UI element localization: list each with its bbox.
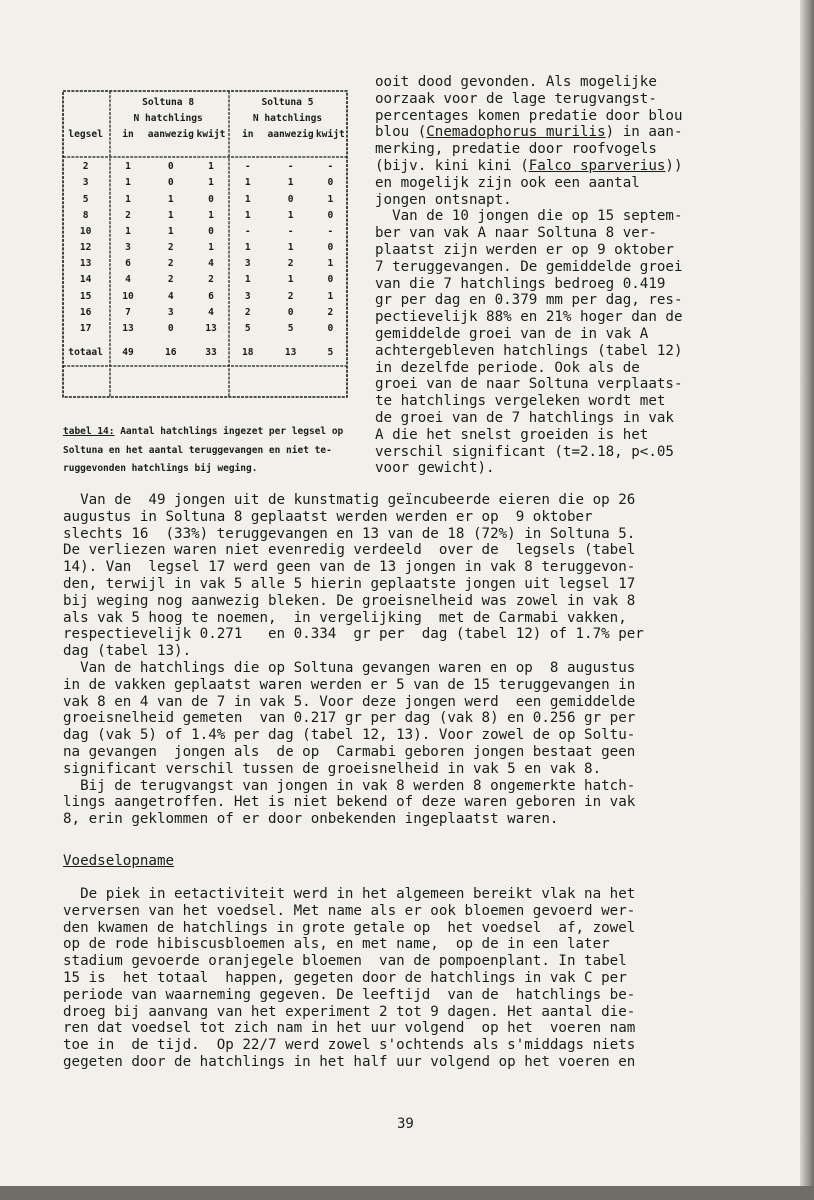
table-cell: 1 <box>125 161 131 173</box>
table-row <box>63 207 347 223</box>
group-a-title: Soltuna 8 <box>142 96 195 108</box>
table-cell: 1 <box>208 177 214 189</box>
table-row <box>63 288 347 304</box>
table-cell: 5 <box>287 323 294 335</box>
table-cell: 4 <box>167 290 174 302</box>
text-line: bij weging nog aanwezig bleken. De groeisnelheid was zowel in vak 8 <box>63 592 636 609</box>
table-cell: 1 <box>244 193 251 205</box>
section-heading: Voedselopname <box>63 853 175 869</box>
text-line: vak 8 en 4 van de 7 in vak 5. Voor deze jongen werd een gemiddelde <box>63 693 636 710</box>
table-row <box>63 256 347 272</box>
table-cell: 2 <box>244 306 251 318</box>
table-cell: - <box>327 161 334 173</box>
text-line: na gevangen jongen als de op Carmabi geboren jongen bestaat geen <box>63 743 636 760</box>
table-cell: 17 <box>79 323 92 335</box>
table-cell: 12 <box>79 242 92 254</box>
table-cell: 1 <box>208 242 214 254</box>
text-line: Van de 49 jongen uit de kunstmatig geïncubeerde eieren die op 26 <box>63 492 636 508</box>
text-line: als vak 5 hoog te noemen, in vergelijking met de Carmabi vakken, <box>63 609 627 626</box>
table-cell: 5 <box>244 323 251 335</box>
table-cell: 1 <box>244 274 251 286</box>
group-b-title: Soltuna 5 <box>261 96 314 108</box>
table-cell: - <box>327 225 334 237</box>
table-cell: 2 <box>167 258 174 270</box>
total-cell: 33 <box>205 347 217 359</box>
page-number: 39 <box>397 1116 414 1132</box>
table-cell: 3 <box>244 258 251 270</box>
table-cell: 2 <box>208 274 214 286</box>
text-line: in dezelfde periode. Ook als de <box>375 359 640 376</box>
caption-label: tabel 14: <box>63 426 115 437</box>
table-cell: 13 <box>205 323 217 335</box>
text-line: (bijv. kini kini (Falco sparverius)) <box>375 157 683 174</box>
table-cell: 1 <box>167 209 174 221</box>
table-cell: 16 <box>79 306 92 318</box>
text-line: merking, predatie door roofvogels <box>375 141 657 158</box>
text-line: en mogelijk zijn ook een aantal <box>375 174 640 191</box>
table-cell: 1 <box>327 193 334 205</box>
table-cell: 0 <box>287 306 294 318</box>
text-line: droeg bij aanvang van het experiment 2 tot 9 dagen. Het aantal die- <box>63 1003 636 1020</box>
text-line: periode van waarneming gegeven. De leeftijd van de hatchlings be- <box>63 986 636 1003</box>
table-cell: 2 <box>287 290 294 302</box>
table-cell: - <box>244 161 251 173</box>
table-cell: 3 <box>125 242 131 254</box>
text-line: blou (Cnemadophorus murilis) in aan- <box>375 124 683 141</box>
table-cell: 1 <box>167 225 174 237</box>
table-cell: 2 <box>82 161 89 173</box>
table-row <box>63 320 347 336</box>
text-line: te hatchlings vergeleken wordt met <box>375 393 666 410</box>
table-cell: 10 <box>79 225 92 237</box>
table-cell: - <box>287 161 294 173</box>
text-line: dag (vak 5) of 1.4% per dag (tabel 12, 13). Voor zowel de op Soltu- <box>63 727 636 744</box>
text-line: plaatst zijn werden er op 9 oktober <box>375 241 674 258</box>
text-line: ooit dood gevonden. Als mogelijke <box>375 74 657 90</box>
table-cell: 3 <box>244 290 251 302</box>
table-cell: 2 <box>327 306 334 318</box>
table-cell: 0 <box>327 274 334 286</box>
page-bottom-edge <box>0 1186 814 1200</box>
text-line: percentages komen predatie door blou <box>375 107 683 124</box>
table-cell: 6 <box>208 290 214 302</box>
text-line: 7 teruggevangen. De gemiddelde groei <box>375 258 683 275</box>
table-caption <box>63 423 353 479</box>
text-line: op de rode hibiscusbloemen als, en met name, op de in een later <box>63 936 610 953</box>
table-cell: 0 <box>327 177 334 189</box>
text-line: 14). Van legsel 17 werd geen van de 13 jongen in vak 8 teruggevon- <box>63 559 636 576</box>
text-line: Van de hatchlings die op Soltuna gevangen waren en op 8 augustus <box>63 659 636 676</box>
text-line: gr per dag en 0.379 mm per dag, res- <box>375 292 683 309</box>
table-cell: 4 <box>208 306 214 318</box>
text-line: jongen ontsnapt. <box>375 191 512 208</box>
total-cell: 16 <box>165 347 177 359</box>
table-cell: 1 <box>287 274 294 286</box>
table-cell: 14 <box>79 274 92 286</box>
text-line: lings aangetroffen. Het is niet bekend of deze waren geboren in vak <box>63 794 636 811</box>
col-in-a: in <box>122 128 134 140</box>
text-line: De verliezen waren niet evenredig verdeeld over de legsels (tabel <box>63 542 636 559</box>
table-cell: 0 <box>167 323 174 335</box>
text-line: groei van de naar Soltuna verplaats- <box>375 376 683 393</box>
table-cell: 13 <box>79 258 92 270</box>
caption-line: ruggevonden hatchlings bij weging. <box>63 463 258 474</box>
table-cell: 1 <box>327 258 334 270</box>
table-row <box>63 175 347 191</box>
table-cell: 1 <box>125 193 131 205</box>
table-cell: 1 <box>327 290 334 302</box>
text-line: De piek in eetactiviteit werd in het algemeen bereikt vlak na het <box>63 886 636 902</box>
table-cell: - <box>244 225 251 237</box>
caption-line: Aantal hatchlings ingezet per legsel op <box>114 426 344 437</box>
table-cell: 3 <box>167 306 174 318</box>
col-kwijt-b: kwijt <box>315 128 345 140</box>
table-cell: 15 <box>79 290 92 302</box>
table-cell: 2 <box>287 258 294 270</box>
total-row <box>63 345 347 361</box>
total-cell: 5 <box>327 347 334 359</box>
total-cell: 18 <box>241 347 254 359</box>
text-line: voor gewicht). <box>375 460 495 477</box>
text-line: gemiddelde groei van de in vak A <box>375 325 649 342</box>
group-b-sub: N hatchlings <box>252 112 323 124</box>
text-line: toe in de tijd. Op 22/7 werd zowel s'ochtends als s'middags niets <box>63 1037 636 1054</box>
table-row <box>63 240 347 256</box>
table-cell: 1 <box>244 209 251 221</box>
col-kwijt-a: kwijt <box>196 128 226 140</box>
group-a-sub: N hatchlings <box>133 112 203 124</box>
table-cell: 0 <box>287 193 294 205</box>
text-line: van die 7 hatchlings bedroeg 0.419 <box>375 275 666 292</box>
table-cell: 0 <box>208 225 214 237</box>
table-cell: 2 <box>167 242 174 254</box>
table-cell: 4 <box>125 274 131 286</box>
hatchlings-table <box>63 94 347 361</box>
table-cell: 1 <box>125 225 131 237</box>
table-row <box>63 191 347 207</box>
col-in-b: in <box>241 128 254 140</box>
table-row <box>63 159 347 175</box>
text-line: A die het snelst groeiden is het <box>375 426 649 443</box>
table-cell: - <box>287 225 294 237</box>
table-cell: 1 <box>125 177 131 189</box>
table-cell: 2 <box>125 209 131 221</box>
col-legsel: legsel <box>68 128 103 140</box>
table-cell: 0 <box>327 242 334 254</box>
text-line: oorzaak voor de lage terugvangst- <box>375 90 657 107</box>
text-line: den kwamen de hatchlings in grote getale op het voedsel af, zowel <box>63 919 636 936</box>
table-cell: 0 <box>167 177 174 189</box>
table-cell: 0 <box>167 161 174 173</box>
text-line: verschil significant (t=2.18, p<.05 <box>375 443 674 460</box>
text-line: ber van vak A naar Soltuna 8 ver- <box>375 225 657 242</box>
table-cell: 1 <box>208 161 214 173</box>
page-edge <box>800 0 814 1200</box>
table-row <box>63 223 347 239</box>
text-line: dag (tabel 13). <box>63 643 192 660</box>
table-cell: 1 <box>167 193 174 205</box>
table-row <box>63 304 347 320</box>
table-cell: 2 <box>167 274 174 286</box>
table-cell: 8 <box>82 209 89 221</box>
table-cell: 5 <box>82 193 89 205</box>
text-line: 15 is het totaal happen, gegeten door de hatchlings in vak C per <box>63 969 627 986</box>
table-cell: 0 <box>208 193 214 205</box>
text-line: 8, erin geklommen of er door onbekenden ingeplaatst waren. <box>63 811 559 828</box>
table-cell: 1 <box>208 209 214 221</box>
total-cell: 13 <box>284 347 297 359</box>
text-line: Bij de terugvangst van jongen in vak 8 werden 8 ongemerkte hatch- <box>63 777 636 794</box>
text-line: Van de 10 jongen die op 15 septem- <box>375 208 683 225</box>
table-cell: 4 <box>208 258 214 270</box>
text-line: augustus in Soltuna 8 geplaatst werden werden er op 9 oktober <box>63 508 593 525</box>
table-cell: 1 <box>287 177 294 189</box>
total-cell: totaal <box>68 347 103 359</box>
text-line: slechts 16 (33%) teruggevangen en 13 van de 18 (72%) in Soltuna 5. <box>63 525 636 542</box>
text-line: gegeten door de hatchlings in het half uur volgend op het voeren en <box>63 1053 636 1070</box>
table-cell: 1 <box>244 242 251 254</box>
table-row <box>63 272 347 288</box>
col-aanwezig-a: aanwezig <box>147 128 194 140</box>
body-text <box>63 492 753 828</box>
text-line: ren dat voedsel tot zich nam in het uur volgend op het voeren nam <box>63 1020 636 1037</box>
table-cell: 7 <box>125 306 131 318</box>
text-line: verversen van het voedsel. Met name als er ook bloemen gevoerd wer- <box>63 902 636 919</box>
right-column-text <box>375 74 745 477</box>
text-line: significant verschil tussen de groeisnelheid in vak 5 en vak 8. <box>63 760 602 777</box>
text-line: den, terwijl in vak 5 alle 5 hierin geplaatste jongen uit legsel 17 <box>63 575 636 592</box>
table-cell: 0 <box>327 323 334 335</box>
col-aanwezig-b: aanwezig <box>267 128 314 140</box>
text-line: groeisnelheid gemeten van 0.217 gr per dag (vak 8) en 0.256 gr per <box>63 710 636 727</box>
table-cell: 1 <box>287 209 294 221</box>
text-line: pectievelijk 88% en 21% hoger dan de <box>375 309 683 326</box>
table-cell: 0 <box>327 209 334 221</box>
section-text <box>63 886 753 1071</box>
table-cell: 10 <box>122 290 134 302</box>
table-cell: 1 <box>287 242 294 254</box>
text-line: respectievelijk 0.271 en 0.334 gr per dag (tabel 12) of 1.7% per <box>63 626 644 643</box>
text-line: de groei van de 7 hatchlings in vak <box>375 409 674 426</box>
table-cell: 13 <box>122 323 134 335</box>
table-cell: 6 <box>125 258 131 270</box>
text-line: achtergebleven hatchlings (tabel 12) <box>375 342 683 359</box>
text-line: in de vakken geplaatst waren werden er 5 van de 15 teruggevangen in <box>63 676 636 693</box>
table-cell: 1 <box>244 177 251 189</box>
table-cell: 3 <box>82 177 89 189</box>
total-cell: 49 <box>122 347 134 359</box>
text-line: stadium gevoerde oranjegele bloemen van de pompoenplant. In tabel <box>63 953 627 970</box>
caption-line: Soltuna en het aantal teruggevangen en niet te- <box>63 444 332 456</box>
